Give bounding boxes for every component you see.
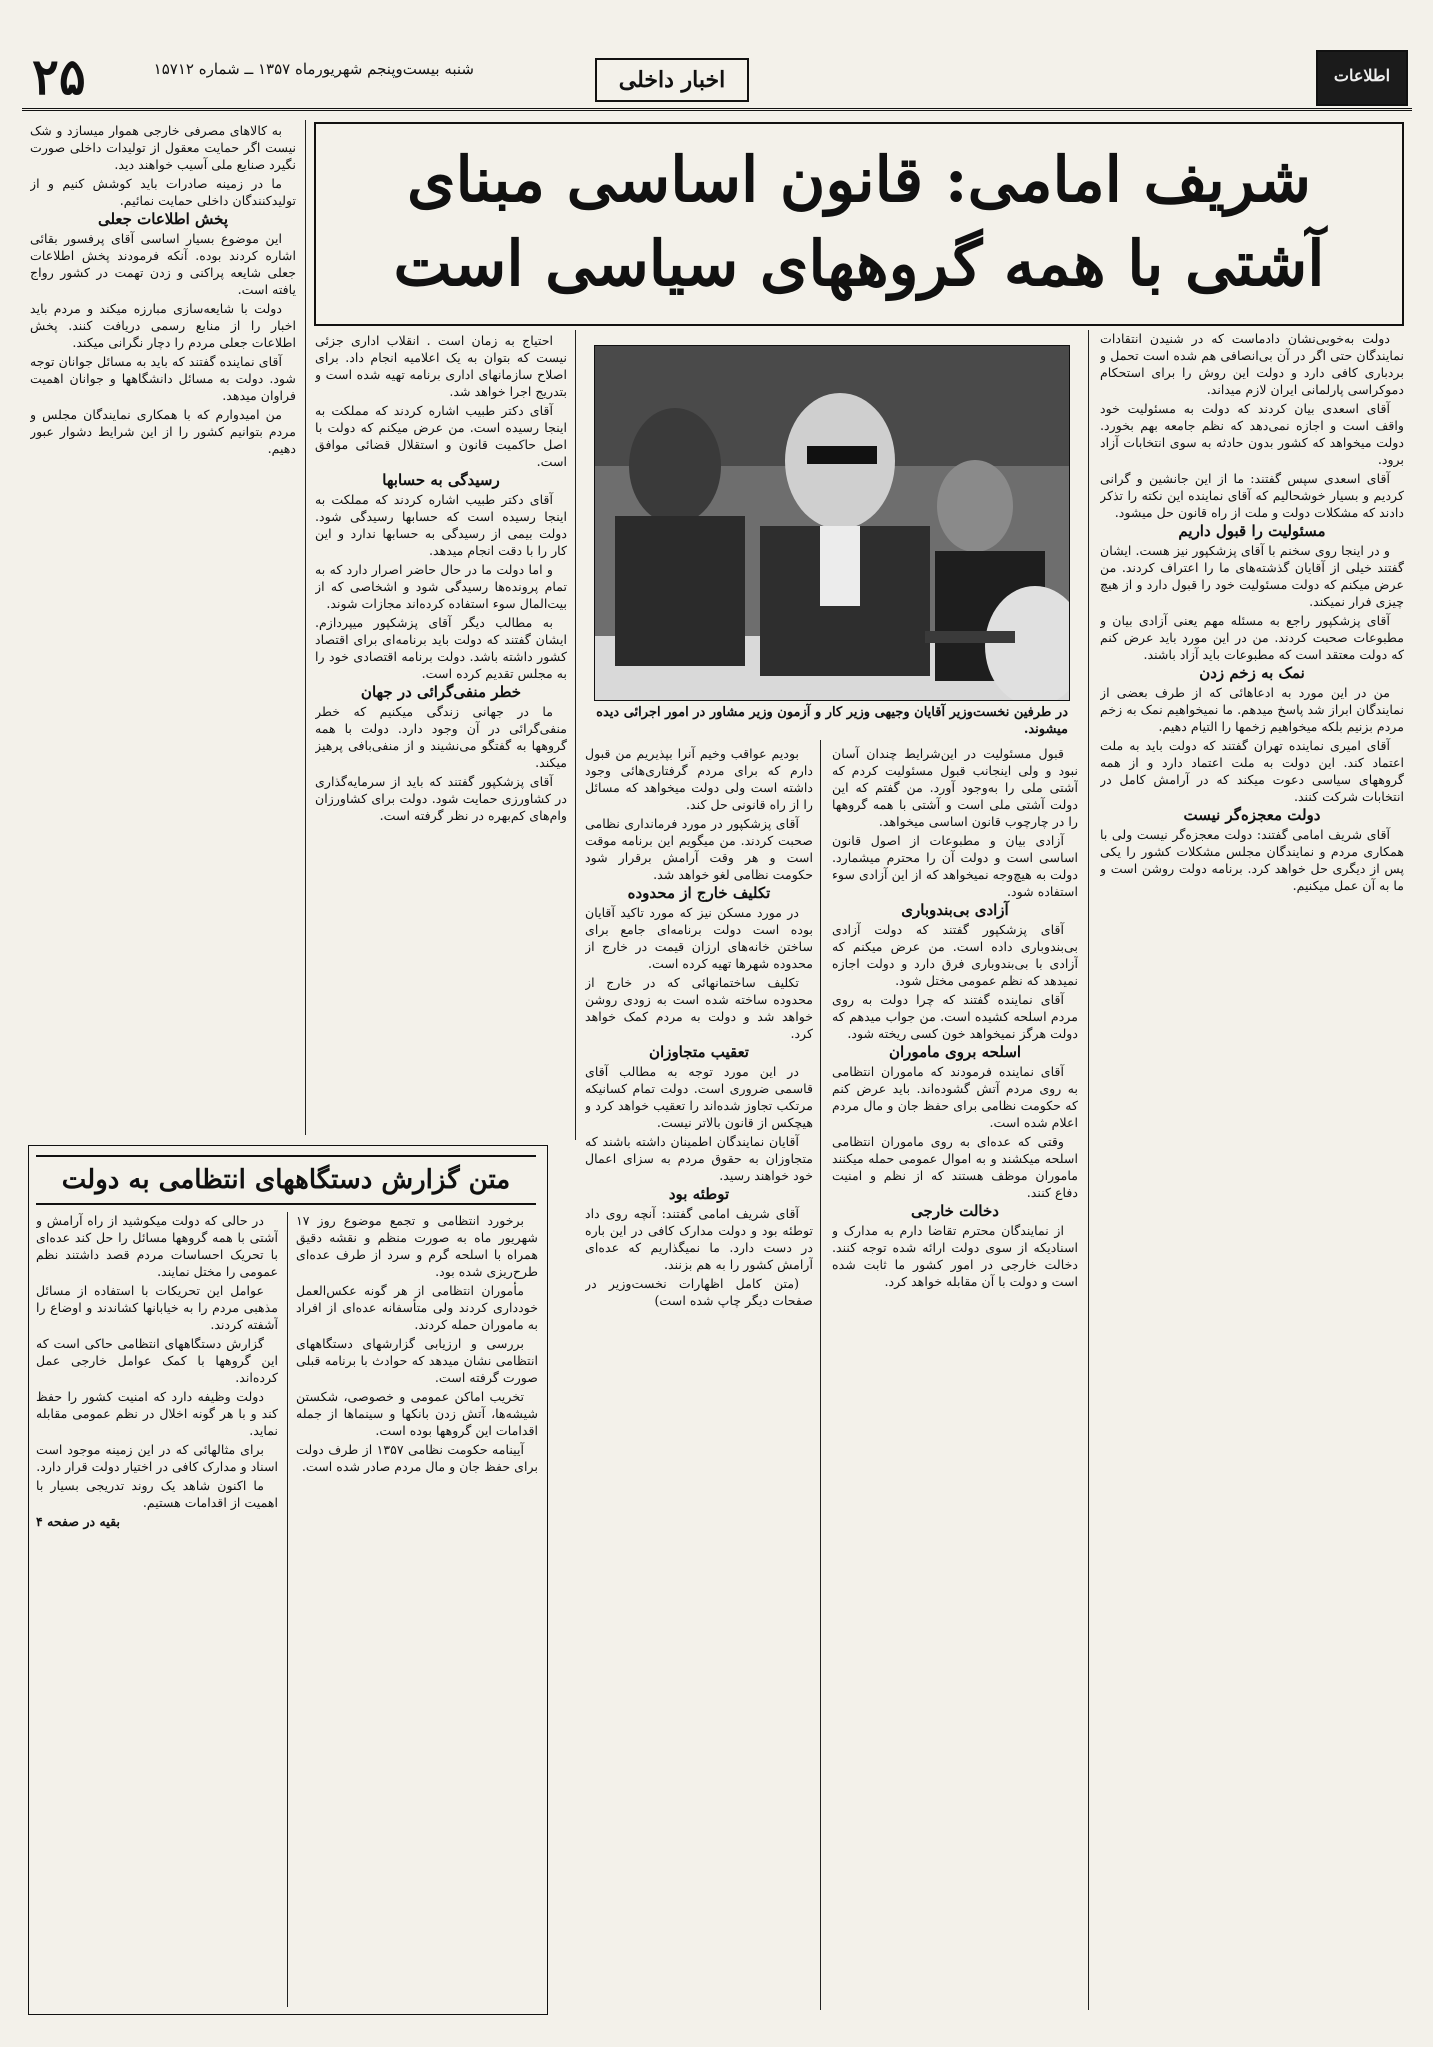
- paragraph: در حالی که دولت میکوشید از راه آرامش و آشتی با همه گروهها مسائل را حل کند عده‌ای با تحریک احساسات مردم قصد داشتند نظم عمومی را مختل نمایند.: [36, 1213, 278, 1279]
- subheading: نمک به زخم زدن: [1199, 664, 1305, 682]
- section-label: اخبار داخلی: [595, 58, 749, 102]
- paragraph: به مطالب دیگر آقای پزشکپور میپردازم. ایشان گفتند که دولت باید برنامه‌ای برای اقتصاد کشور داشته باشد. دولت برنامه اقتصادی خود را به مجلس تقدیم کرده است.: [315, 615, 567, 681]
- news-photo: [594, 345, 1070, 701]
- paragraph: تکلیف ساختمانهائی که در خارج از محدوده ساخته شده است به زودی روشن خواهد شد و دولت به مردم کمک خواهد کرد.: [585, 975, 813, 1041]
- dateline: شنبه بیست‌وپنجم شهریورماه ۱۳۵۷ ــ شماره ۱۵۷۱۲: [153, 60, 474, 78]
- paragraph: آقای نماینده گفتند که چرا دولت به روی مردم اسلحه کشیده است. من جواب میدهم که دولت هرگز نمیخواهد خون کسی ریخته شود.: [832, 992, 1078, 1041]
- paragraph: آقایان نمایندگان اطمینان داشته باشند که متجاوزان به حقوق مردم به سزای اعمال خود خواهند رسید.: [585, 1134, 813, 1183]
- paragraph: و در اینجا روی سخنم با آقای پزشکپور نیز هست. ایشان گفتند خیلی از آقایان گذشته‌های ما را اعتراف کردند. من عرض میکنم که دولت مسئولیت خود را قبول دارد و از هیچ چیزی فرار نمیکند.: [1100, 543, 1404, 609]
- column-far-left: [30, 122, 296, 1134]
- paragraph: عوامل این تحریکات با استفاده از مسائل مذهبی مردم را به خیابانها کشاندند و اوضاع را آشفته کردند.: [36, 1283, 278, 1332]
- page-header: [22, 47, 1412, 111]
- report-box-left-column: [36, 1212, 278, 2007]
- paragraph: در این مورد توجه به مطالب آقای قاسمی ضروری است. دولت تمام کسانیکه مرتکب تجاوز شده‌اند را تعقیب خواهد کرد و هیچکس از قانون بالاتر نیست.: [585, 1064, 813, 1130]
- headline-line-2: آشتی با همه گروههای سیاسی است: [393, 227, 1325, 300]
- paragraph: دولت وظیفه دارد که امنیت کشور را حفظ کند و با هر گونه اخلال در نظم عمومی مقابله نماید.: [36, 1389, 278, 1438]
- paragraph: من در این مورد به ادعاهائی که از طرف بعضی از نمایندگان ابراز شد پاسخ میدهم. ما نمیخواهیم نمک به زخم مردم بزنیم بلکه میخواهیم زخمها را التیام دهیم.: [1100, 685, 1404, 734]
- subheading: تعقیب متجاوزان: [649, 1043, 749, 1061]
- paragraph: آقای اسعدی سپس گفتند: ما از این جانشین و گرانی کردیم و بسیار خوشحالیم که آقای نماینده این نکته را تذکر دادند که مشکلات دولت و ملت از راه قانون حل میشود.: [1100, 471, 1404, 520]
- subheading: مسئولیت را قبول داریم: [1178, 522, 1326, 540]
- newspaper-logo: اطلاعات: [1316, 50, 1408, 106]
- column-rule: [305, 120, 306, 1135]
- main-headline: [314, 122, 1404, 326]
- paragraph: در مورد مسکن نیز که مورد تاکید آقایان بوده است دولت برنامه‌ای جامع برای ساختن خانه‌های ارزان قیمت در خارج از محدوده شهرها تهیه کرده است.: [585, 905, 813, 971]
- paragraph: بودیم عواقب وخیم آنرا بپذیریم من قبول دارم که برای مردم گرفتاری‌هائی وجود داشته است ولی دولت میخواهد که مسائل را از راه قانونی حل کند.: [585, 746, 813, 812]
- column-center-right: [832, 745, 1078, 2010]
- paragraph: (متن کامل اظهارات نخست‌وزیر در صفحات دیگر چاپ شده است): [585, 1276, 813, 1308]
- column-rule: [287, 1212, 288, 2007]
- paragraph: آقای شریف امامی گفتند: دولت معجزه‌گر نیست ولی با همکاری مردم و نمایندگان مجلس مشکلات کشور را یکی پس از دیگری حل خواهد کرد. برنامه دولت روشن است و ما به آن عمل میکنیم.: [1100, 827, 1404, 893]
- paragraph: آقای نماینده گفتند که باید به مسائل جوانان توجه شود. دولت به مسائل دانشگاهها و جوانان اهمیت فراوان میدهد.: [30, 354, 296, 403]
- paragraph: آقای اسعدی بیان کردند که دولت به مسئولیت خود واقف است و اجازه نمی‌دهد که نظم جامعه بهم بخورد. دولت میخواهد که کشور بدون حادثه به سوی انتخابات آزاد برود.: [1100, 401, 1404, 467]
- subheading: خطر منفی‌گرائی در جهان: [360, 683, 522, 701]
- paragraph: قبول مسئولیت در این‌شرایط چندان آسان نبود و ولی اینجانب قبول مسئولیت کردم که آشتی ملی را به‌وجود آورد. من گفتم که این دولت آشتی ملی است و آشتی با همه گروهها را در چارچوب قانون اساسی میخواهد.: [832, 746, 1078, 829]
- paragraph: آقای دکتر طبیب اشاره کردند که مملکت به اینجا رسیده است که حسابها رسیدگی شود. دولت بیمی از رسیدگی به حسابها ندارد و این کار را با دقت انجام میدهد.: [315, 492, 567, 558]
- paragraph: آقای شریف امامی گفتند: آنچه روی داد توطئه بود و دولت مدارک کافی در این باره در دست دارد. ما نمیگذاریم که عده‌ای آرامش کشور را به هم بزنند.: [585, 1206, 813, 1272]
- report-box-right-column: [296, 1212, 538, 2007]
- paragraph: آقای امیری نماینده تهران گفتند که دولت باید به ملت اعتماد کند. این دولت به ملت اعتماد دارد و از همه گروههای سیاسی دعوت میکند که در آرامش کامل در انتخابات شرکت کنند.: [1100, 738, 1404, 804]
- paragraph: آقای پزشکپور گفتند که باید از سرمایه‌گذاری در کشاورزی حمایت شود. دولت برای کشاورزان وام‌های کم‌بهره در نظر گرفته است.: [315, 774, 567, 823]
- paragraph: بررسی و ارزیابی گزارشهای دستگاههای انتظامی نشان میدهد که حوادث با برنامه قبلی صورت گرفته است.: [296, 1336, 538, 1385]
- paragraph: به کالاهای مصرفی خارجی هموار میسازد و شک نیست اگر حمایت معقول از تولیدات داخلی صورت نگیرد صنایع ملی آسیب خواهند دید.: [30, 123, 296, 172]
- photo-caption: در طرفین نخست‌وزیر آقایان وجیهی وزیر کار و آزمون وزیر مشاور در امور اجرائی دیده میشوند.: [596, 705, 1068, 737]
- paragraph: این موضوع بسیار اساسی آقای پرفسور بقائی اشاره کردند بوده. آنکه فرمودند پخش اطلاعات جعلی شایعه پراکنی و زدن تهمت در کشور رواج یافته است.: [30, 231, 296, 297]
- column-center-left: [585, 745, 813, 2010]
- paragraph: آیینامه حکومت نظامی ۱۳۵۷ از طرف دولت برای حفظ جان و مال مردم صادر شده است.: [296, 1442, 538, 1474]
- subheading: آزادی بی‌بندوباری: [901, 901, 1009, 919]
- continued-note: بقیه در صفحه ۴: [36, 1514, 120, 1529]
- column-rule: [575, 330, 576, 1140]
- paragraph: وقتی که عده‌ای به روی ماموران انتظامی اسلحه میکشند و به اموال عمومی حمله میکنند ماموران موظف هستند که از نظم و امنیت دفاع کنند.: [832, 1134, 1078, 1200]
- paragraph: و اما دولت ما در حال حاضر اصرار دارد که به تمام پرونده‌ها رسیدگی شود و اشخاصی که از بیت‌المال سوء استفاده کرده‌اند مجازات شوند.: [315, 562, 567, 611]
- subheading: تکلیف خارج از محدوده: [627, 884, 771, 902]
- photo-illustration: [595, 346, 1069, 700]
- paragraph: آقای پزشکپور در مورد فرمانداری نظامی صحبت کردند. من میگویم این برنامه موقت است و هر وقت آرامش برقرار شود حکومت نظامی لغو خواهد شد.: [585, 816, 813, 882]
- subheading: پخش اطلاعات جعلی: [97, 210, 229, 228]
- subheading: رسیدگی به حسابها: [382, 471, 500, 489]
- subheading: دخالت خارجی: [911, 1202, 999, 1220]
- paragraph: آقای پزشکپور راجع به مسئله مهم یعنی آزادی بیان و مطبوعات صحبت کردند. من در این مورد باید عرض کنم که دولت معتقد است که مطبوعات باید آزاد باشند.: [1100, 613, 1404, 662]
- column-rule: [1088, 330, 1089, 2010]
- paragraph: برای مثالهائی که در این زمینه موجود است اسناد و مدارک کافی در اختیار دولت قرار دارد.: [36, 1442, 278, 1474]
- column-left-top: [315, 332, 567, 1137]
- paragraph: گزارش دستگاههای انتظامی حاکی است که این گروهها با کمک عوامل خارجی عمل کرده‌اند.: [36, 1336, 278, 1385]
- paragraph: ما اکنون شاهد یک روند تدریجی بسیار با اهمیت از اقدامات هستیم.: [36, 1478, 278, 1510]
- paragraph: تخریب اماکن عمومی و خصوصی، شکستن شیشه‌ها، آتش زدن بانکها و سینماها از جمله اقدامات این گروهها بوده است.: [296, 1389, 538, 1438]
- report-box-title: متن گزارش دستگاههای انتظامی به دولت: [36, 1155, 536, 1205]
- paragraph: آقای دکتر طبیب اشاره کردند که مملکت به اینجا رسیده است. من عرض میکنم که دولت با اصل حاکمیت قانون و استقلال قضائی موافق است.: [315, 403, 567, 469]
- subheading: دولت معجزه‌گر نیست: [1183, 806, 1321, 824]
- paragraph: آقای پزشکپور گفتند که دولت آزادی بی‌بندوباری داده است. من عرض میکنم که آزادی با بی‌بندوباری فرق دارد و دولت اجازه نمیدهد که نظم عمومی مختل شود.: [832, 922, 1078, 988]
- paragraph: آقای نماینده فرمودند که ماموران انتظامی به روی مردم آتش گشوده‌اند. باید عرض کنم که حکومت نظامی برای حفظ جان و مال مردم اعلام شده است.: [832, 1064, 1078, 1130]
- subheading: اسلحه بروی ماموران: [888, 1043, 1022, 1061]
- paragraph: مأموران انتظامی از هر گونه عکس‌العمل خودداری کردند ولی متأسفانه عده‌ای از افراد به ماموران حمله کردند.: [296, 1283, 538, 1332]
- subheading: توطئه بود: [668, 1185, 730, 1203]
- paragraph: دولت به‌خوبی‌نشان دادماست که در شنیدن انتقادات نمایندگان حتی اگر در آن بی‌انصافی هم شده است تحمل و بردباری کافی دارد و دولت این روش را برای استحکام دموکراسی پارلمانی ایران لازم میداند.: [1100, 331, 1404, 397]
- paragraph: ما در جهانی زندگی میکنیم که خطر منفی‌گرائی در آن وجود دارد. دولت با همه گروهها به گفتگو می‌نشیند و از منفی‌بافی پرهیز میکند.: [315, 704, 567, 770]
- paragraph: آزادی بیان و مطبوعات از اصول قانون اساسی است و دولت آن را محترم میشمارد. دولت به هیچ‌وجه نمیخواهد که از این آزادی سوء استفاده شود.: [832, 833, 1078, 899]
- paragraph: دولت با شایعه‌سازی مبارزه میکند و مردم باید اخبار را از منابع رسمی دریافت کنند. پخش اطلاعات جعلی مردم را دچار نگرانی میکند.: [30, 301, 296, 350]
- paragraph: من امیدوارم که با همکاری نمایندگان مجلس و مردم بتوانیم کشور را از این شرایط دشوار عبور دهیم.: [30, 407, 296, 456]
- paragraph: ما در زمینه صادرات باید کوشش کنیم و از تولیدکنندگان داخلی حمایت نمائیم.: [30, 176, 296, 208]
- paragraph: احتیاج به زمان است . انقلاب اداری جزئی نیست که بتوان به یک اعلامیه انجام داد. برای اصلاح سازمانهای اداری برنامه تهیه شده است و بتدریج اجرا خواهد شد.: [315, 333, 567, 399]
- headline-line-1: شریف امامی: قانون اساسی مبنای: [406, 143, 1312, 216]
- column-right: [1100, 330, 1404, 2010]
- page-number: ۲۵: [32, 47, 86, 106]
- paragraph: از نمایندگان محترم تقاضا دارم به مدارک و اسنادیکه از سوی دولت ارائه شده توجه کنند. دخالت خارجی در امور کشور ما ثابت شده است و دولت با آن مقابله خواهد کرد.: [832, 1223, 1078, 1289]
- column-rule: [820, 740, 821, 2010]
- paragraph: برخورد انتظامی و تجمع موضوع روز ۱۷ شهریور ماه به صورت منظم و نقشه دقیق همراه با اسلحه گرم و سرد از طرف عده‌ای طرح‌ریزی شده بود.: [296, 1213, 538, 1279]
